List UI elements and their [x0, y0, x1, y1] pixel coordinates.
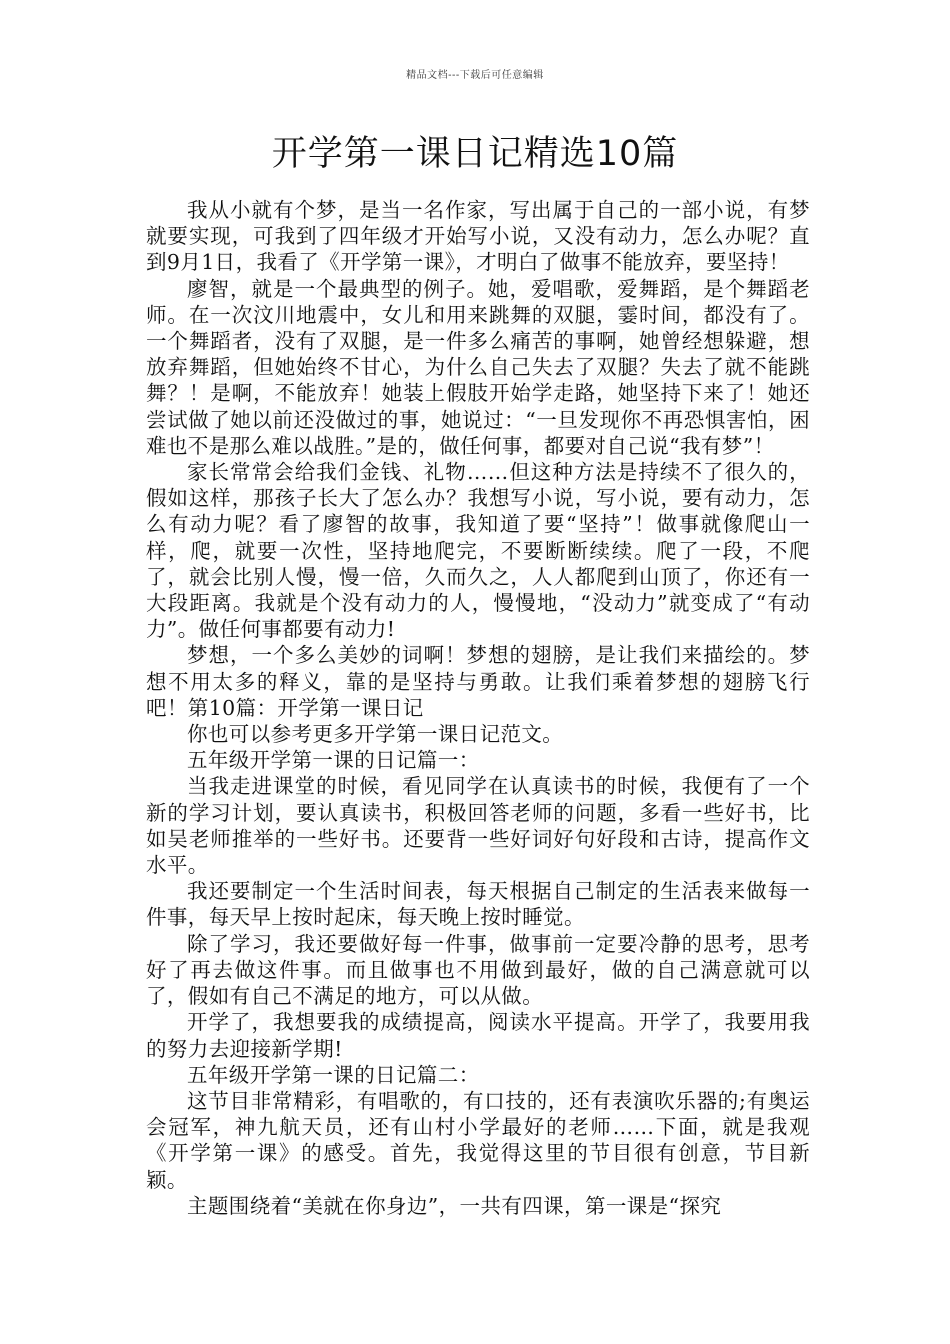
paragraph: 廖智，就是一个最典型的例子。她，爱唱歌，爱舞蹈，是个舞蹈老师。在一次汶川地震中，女儿和用来跳舞的双腿，霎时间，都没有了。一个舞蹈者，没有了双腿，是一件多么痛苦的事啊，她曾经想躲避，想放弃舞蹈，但她始终不甘心，为什么自己失去了双腿？失去了就不能跳舞？！是啊，不能放弃！她装上假肢开始学走路，她坚持下来了！她还尝试做了她以前还没做过的事，她说过：“一旦发现你不再恐惧害怕，困难也不是那么难以战胜。”是的，做任何事，都要对自己说“我有梦”！: [146, 276, 810, 458]
paragraph: 主题围绕着“美就在你身边”，一共有四课，第一课是“探究: [187, 1193, 722, 1218]
paragraph: 开学了，我想要我的成绩提高，阅读水平提高。开学了，我要用我的努力去迎接新学期!: [146, 1010, 810, 1061]
paragraph: 我从小就有个梦，是当一名作家，写出属于自己的一部小说，有梦就要实现，可我到了四年级才开始写小说，又没有动力，怎么办呢？直到9月1日，我看了《开学第一课》，才明白了做事不能放弃，要坚持！: [146, 198, 810, 275]
paragraph: 梦想，一个多么美妙的词啊！梦想的翅膀，是让我们来描绘的。梦想不用太多的释义，靠的是坚持与勇敢。让我们乘着梦想的翅膀飞行吧！第10篇：开学第一课日记: [146, 643, 810, 720]
paragraph: 这节目非常精彩，有唱歌的，有口技的，还有表演吹乐器的;有奥运会冠军，神九航天员，还有山村小学最好的老师……下面，就是我观《开学第一课》的感受。首先，我觉得这里的节目很有创意，节目新颖。: [146, 1088, 810, 1192]
paragraph: 家长常常会给我们金钱、礼物……但这种方法是持续不了很久的，假如这样，那孩子长大了怎么办？我想写小说，写小说，要有动力，怎么有动力呢？看了廖智的故事，我知道了要“坚持”！做事就像爬山一样，爬，就要一次性，坚持地爬完，不要断断续续。爬了一段，不爬了，就会比别人慢，慢一倍，久而久之，人人都爬到山顶了，你还有一大段距离。我就是个没有动力的人，慢慢地，“没动力”就变成了“有动力”。做任何事都要有动力!: [146, 460, 810, 642]
paragraph: 当我走进课堂的时候，看见同学在认真读书的时候，我便有了一个新的学习计划，要认真读书，积极回答老师的问题，多看一些好书，比如吴老师推举的一些好书。还要背一些好词好句好段和古诗，提高作文水平。: [146, 774, 810, 878]
paragraph: 你也可以参考更多开学第一课日记范文。: [187, 722, 564, 747]
section-heading: 五年级开学第一课的日记篇二：: [187, 1062, 480, 1087]
document-title: 开学第一课日记精选10篇: [271, 134, 679, 174]
header-note: 精品文档---下载后可任意编辑: [406, 70, 544, 81]
section-heading: 五年级开学第一课的日记篇一：: [187, 748, 480, 773]
paragraph: 我还要制定一个生活时间表，每天根据自己制定的生活表来做每一件事，每天早上按时起床，每天晚上按时睡觉。: [146, 879, 810, 930]
document-body: [146, 197, 810, 1219]
paragraph: 除了学习，我还要做好每一件事，做事前一定要冷静的思考，思考好了再去做这件事。而且做事也不用做到最好，做的自己满意就可以了，假如有自己不满足的地方，可以从做。: [146, 931, 810, 1009]
